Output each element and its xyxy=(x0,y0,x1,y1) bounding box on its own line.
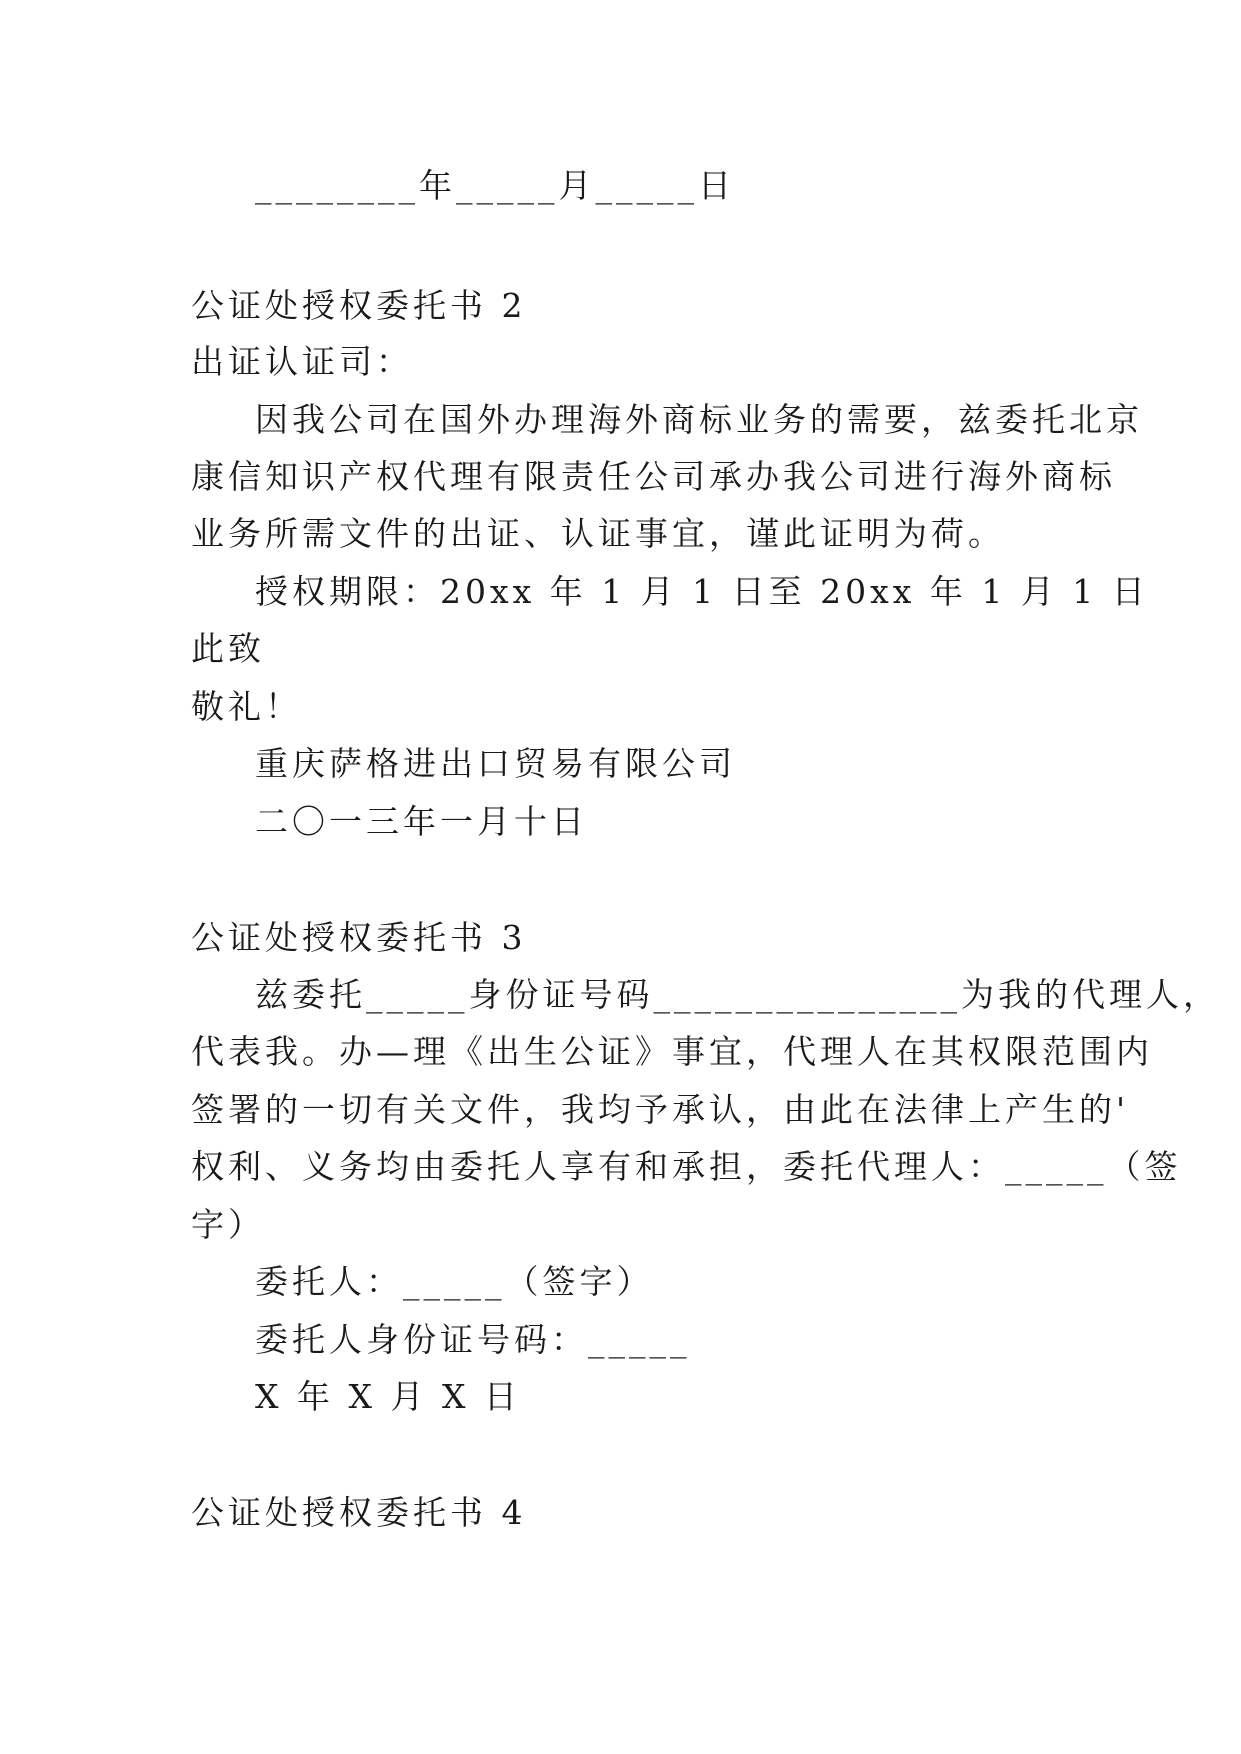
section-3-paragraph-line: 字） xyxy=(191,1205,265,1244)
section-3-paragraph-line: 签署的一切有关文件，我均予承认，由此在法律上产生的' xyxy=(191,1090,1130,1129)
section-4-title: 公证处授权委托书 4 xyxy=(191,1493,527,1532)
section-2-regards: 敬礼！ xyxy=(191,687,302,726)
section-2-paragraph-line: 康信知识产权代理有限责任公司承办我公司进行海外商标 xyxy=(191,457,1116,496)
section-3-principal-id: 委托人身份证号码：_____ xyxy=(255,1320,691,1359)
section-3-paragraph-line: 代表我。办—理《出生公证》事宜，代理人在其权限范围内 xyxy=(191,1032,1153,1071)
section-3-paragraph-line: 权利、义务均由委托人享有和承担，委托代理人：_____（签 xyxy=(191,1147,1182,1186)
section-3-date: X 年 X 月 X 日 xyxy=(255,1377,521,1416)
section-3-paragraph-line: 兹委托_____身份证号码_______________为我的代理人， xyxy=(255,975,1220,1014)
section-3-title: 公证处授权委托书 3 xyxy=(191,918,527,957)
section-2-paragraph-line: 业务所需文件的出证、认证事宜，谨此证明为荷。 xyxy=(191,514,1005,553)
date-blank-line: ________年_____月_____日 xyxy=(255,166,735,205)
section-2-company-name: 重庆萨格进出口贸易有限公司 xyxy=(255,744,736,783)
section-2-authorization-period: 授权期限：20xx 年 1 月 1 日至 20xx 年 1 月 1 日 xyxy=(255,572,1149,611)
section-2-closing: 此致 xyxy=(191,629,265,668)
section-3-principal-signature: 委托人：_____（签字） xyxy=(255,1262,654,1301)
section-2-date: 二〇一三年一月十日 xyxy=(255,802,588,841)
section-2-salutation: 出证认证司： xyxy=(191,342,413,381)
section-2-paragraph-line: 因我公司在国外办理海外商标业务的需要，兹委托北京 xyxy=(255,400,1143,439)
section-2-title: 公证处授权委托书 2 xyxy=(191,286,527,325)
